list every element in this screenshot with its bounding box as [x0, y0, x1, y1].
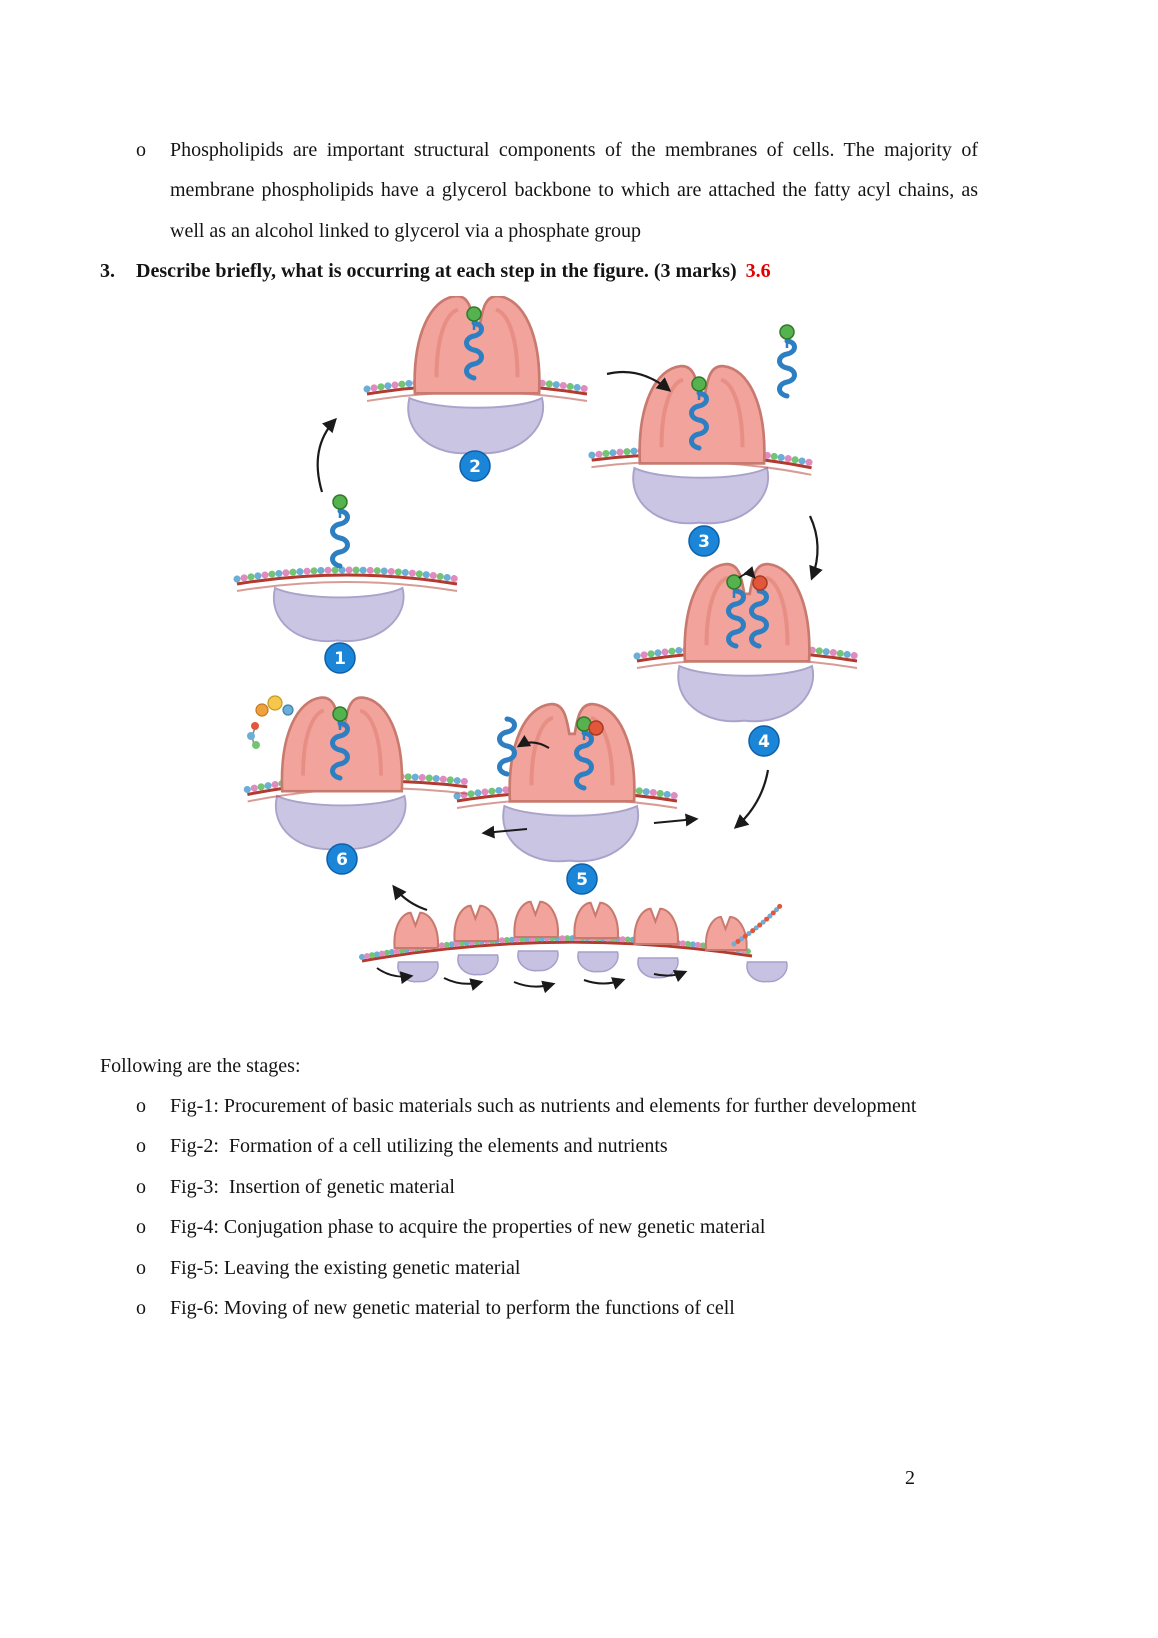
step-badge-5 [567, 864, 597, 894]
membrane-cycle-figure [100, 296, 978, 1020]
stage-item-5 [100, 1248, 978, 1288]
svg-text:5: 5 [576, 869, 588, 890]
step-badge-3 [689, 526, 719, 556]
stage-text-1: Fig-1: Procurement of basic materials such as nutrients and elements for further development [170, 1094, 917, 1117]
question-line [100, 251, 978, 291]
question-score: 3.6 [745, 260, 771, 283]
figure-step-6 [247, 696, 468, 849]
figure-step-1 [237, 495, 457, 641]
bullet-marker: o [136, 1256, 146, 1279]
stage-text-4: Fig-4: Conjugation phase to acquire the properties of new genetic material [170, 1216, 766, 1239]
bullet-marker: o [136, 139, 146, 161]
page-number: 2 [905, 1467, 915, 1489]
step-badge-1 [325, 643, 355, 673]
stage-text-5: Fig-5: Leaving the existing genetic material [170, 1256, 521, 1279]
figure-step-5 [457, 704, 696, 861]
bullet-marker: o [136, 1135, 146, 1158]
bullet-marker: o [136, 1094, 146, 1117]
intro-bullet-text: Phospholipids are important structural components of the membranes of cells. The majority of membrane phospholipids have a glycerol backbone to which are attached the fatty acyl chains, as well as an alcohol linked to glycerol via a phosphate group [170, 139, 978, 242]
question-text: Describe briefly, what is occurring at each step in the figure. (3 marks) [136, 260, 737, 283]
figure-step-2 [367, 296, 587, 453]
stage-text-2: Fig-2: Formation of a cell utilizing the elements and nutrients [170, 1135, 668, 1158]
stage-item-4 [100, 1207, 978, 1247]
question-number: 3. [100, 260, 115, 283]
stage-item-3 [100, 1167, 978, 1207]
stage-item-6 [100, 1288, 978, 1328]
figure-canvas [222, 296, 882, 1016]
stages-intro: Following are the stages: [100, 1054, 301, 1077]
intro-bullet [100, 130, 978, 251]
stage-item-1 [100, 1086, 978, 1126]
document-content [100, 130, 978, 1328]
bullet-marker: o [136, 1175, 146, 1198]
svg-text:2: 2 [469, 456, 481, 477]
svg-text:6: 6 [336, 849, 348, 870]
figure-step-4 [637, 564, 857, 721]
svg-text:3: 3 [698, 531, 710, 552]
figure-bottom-strip [362, 901, 787, 986]
bullet-marker: o [136, 1216, 146, 1239]
stage-item-2 [100, 1126, 978, 1166]
stage-text-6: Fig-6: Moving of new genetic material to perform the functions of cell [170, 1296, 735, 1319]
step-badge-6 [327, 844, 357, 874]
step-badge-2 [460, 451, 490, 481]
bullet-marker: o [136, 1296, 146, 1319]
svg-text:1: 1 [334, 648, 346, 669]
stage-text-3: Fig-3: Insertion of genetic material [170, 1175, 455, 1198]
step-badge-4 [749, 726, 779, 756]
figure-step-3 [591, 325, 812, 523]
svg-text:4: 4 [758, 731, 770, 752]
